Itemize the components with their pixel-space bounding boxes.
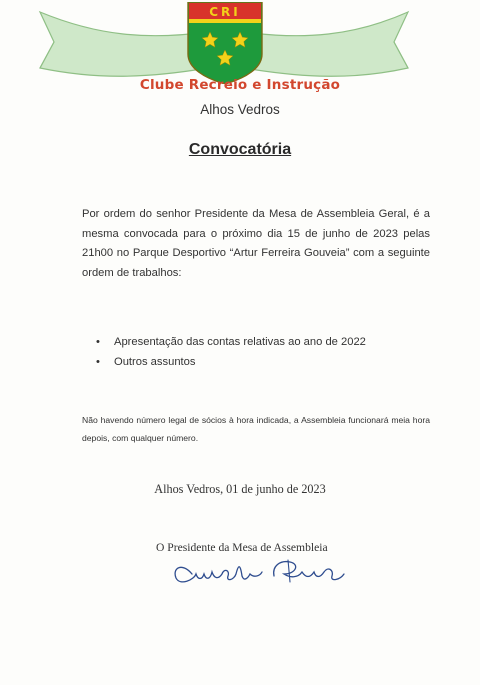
agenda-list (96, 332, 366, 372)
agenda-item-label: Outros assuntos (114, 356, 196, 368)
agenda-item (96, 352, 366, 372)
club-crest-logo (38, 2, 410, 84)
crest-letters: CRI (209, 5, 241, 19)
place-and-date: Alhos Vedros, 01 de junho de 2023 (154, 482, 326, 496)
signer-role: O Presidente da Mesa de Assembleia (156, 541, 328, 554)
document-title: Convocatória (188, 141, 292, 158)
handwritten-signature (150, 552, 350, 588)
bullet-icon: • (96, 336, 100, 348)
agenda-item (96, 332, 366, 352)
agenda-item-label: Apresentação das contas relativas ao ano de 2022 (114, 336, 366, 348)
club-city: Alhos Vedros (200, 102, 280, 117)
bullet-icon: • (96, 356, 100, 368)
club-name: Clube Recreio e Instrução (139, 77, 341, 93)
convocation-body: Por ordem do senhor Presidente da Mesa de Assembleia Geral, é a mesma convocada para o próximo dia 15 de junho de 2023 pelas 21h00 no Parque Desportivo “Artur Ferreira Gouveia” com a seguinte ordem de trabalhos: (82, 208, 430, 279)
quorum-note: Não havendo número legal de sócios à hora indicada, a Assembleia funcionará meia hora depois, com qualquer número. (82, 415, 430, 443)
